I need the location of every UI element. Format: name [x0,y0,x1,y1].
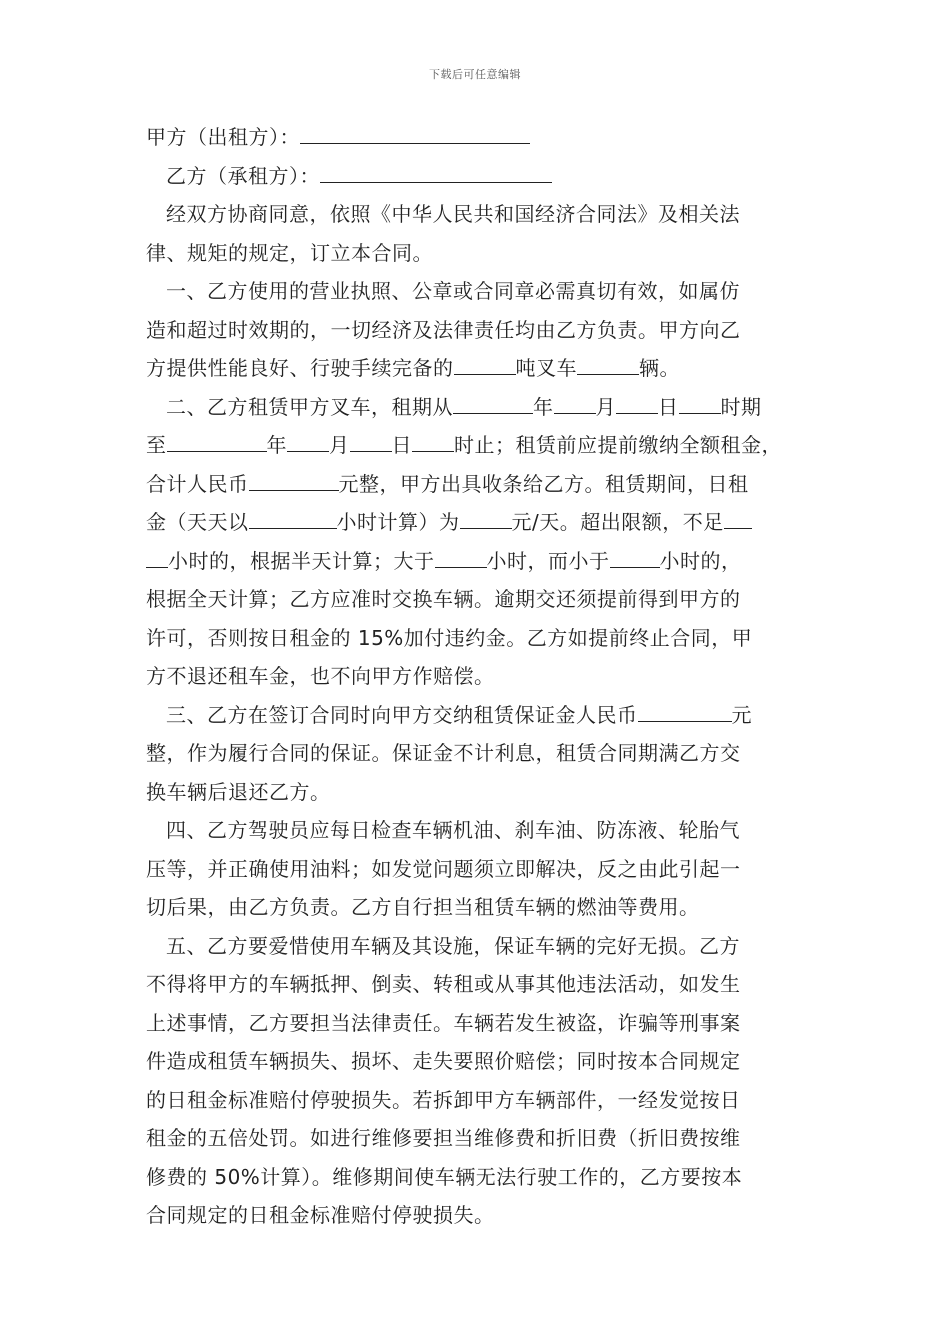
text-line: 律、规矩的规定，订立本合同。 [146,240,433,265]
text-line: 合同规定的日租金标准赔付停驶损失。 [146,1203,495,1227]
text-span: 月 [329,433,350,457]
text-line: 根据全天计算；乙方应准时交换车辆。逾期交还须提前得到甲方的 [146,587,741,611]
party-b-blank[interactable] [320,160,552,183]
text-span: 日 [391,433,412,457]
text-span: 月 [595,394,616,419]
text-span: 时止；租赁前应提前缴纳全额租金， [454,433,782,457]
text-span: 至 [146,433,167,457]
text-line: 造和超过时效期的，一切经济及法律责任均由乙方负责。甲方向乙 [146,317,741,342]
text-line [146,426,808,465]
text-line [146,503,808,542]
deposit-blank[interactable] [638,699,732,722]
text-span: 方提供性能良好、行驶手续完备的 [146,356,454,380]
text-line [146,465,808,504]
start-day-blank[interactable] [616,391,658,414]
party-a-label: 甲方（出租方）： [146,125,300,149]
text-line: 经双方协商同意，依照《中华人民共和国经济合同法》及相关法 [166,202,740,226]
text-line: 租金的五倍处罚。如进行维修要担当维修费和折旧费（折旧费按维 [146,1126,741,1150]
text-span: 年 [533,394,554,419]
text-span: 日 [658,394,679,419]
start-hour-blank[interactable] [679,391,721,414]
text-span: 小时的， [659,548,742,573]
text-span: 小时计算）为 [336,510,460,534]
text-span: 三、乙方在签订合同时向甲方交纳租赁保证金人民币 [166,702,638,727]
under-hours-blank-a[interactable] [724,506,752,529]
text-span: 元 [731,702,752,727]
start-year-blank[interactable] [453,391,533,414]
daily-rate-blank[interactable] [460,506,512,529]
text-line [146,349,808,388]
text-span: 年 [266,433,287,457]
text-line: 修费的 50%计算）。维修期间使车辆无法行驶工作的，乙方要按本 [146,1164,743,1189]
text-line: 许可，否则按日租金的 15%加付违约金。乙方如提前终止合同，甲 [146,625,753,650]
text-line [146,388,808,427]
contract-body [146,118,808,1235]
text-span: 时期 [720,394,762,419]
end-hour-blank[interactable] [412,429,454,452]
end-month-blank[interactable] [287,429,329,452]
text-line: 四、乙方驾驶员应每日检查车辆机油、刹车油、防冻液、轮胎气 [166,818,740,842]
less-hours-blank[interactable] [610,545,660,568]
text-span: 辆。 [639,356,680,380]
text-line: 压等，并正确使用油料；如发觉问题须立即解决，反之由此引起一 [146,856,741,881]
text-line: 换车辆后退还乙方。 [146,779,331,804]
text-line: 件造成租赁车辆损失、损坏、走失要照价赔偿；同时按本合同规定 [146,1049,741,1073]
end-day-blank[interactable] [350,429,392,452]
text-span: 元整，甲方出具收条给乙方。租赁期间，日租 [338,471,749,496]
party-a-line [146,118,808,157]
end-year-blank[interactable] [167,429,267,452]
text-line: 不得将甲方的车辆抵押、倒卖、转租或从事其他违法活动，如发生 [146,972,741,996]
party-b-line [146,157,808,196]
total-rent-blank[interactable] [249,468,339,491]
text-span: 吨叉车 [515,356,577,380]
text-line: 切后果，由乙方负责。乙方自行担当租赁车辆的燃油等费用。 [146,895,700,919]
text-span: 小时，而小于 [486,548,610,573]
text-line: 上述事情，乙方要担当法律责任。车辆若发生被盗，诈骗等刑事案 [146,1010,741,1035]
over-hours-blank[interactable] [435,545,487,568]
text-line: 一、乙方使用的营业执照、公章或合同章必需真切有效，如属仿 [166,279,740,303]
party-b-label: 乙方（承租方）： [166,163,320,188]
text-span: 金（天天以 [146,510,249,534]
text-line: 方不退还租车金，也不向甲方作赔偿。 [146,664,495,688]
text-span: 小时的，根据半天计算；大于 [168,548,435,573]
text-line: 整，作为履行合同的保证。保证金不计利息，租赁合同期满乙方交 [146,741,741,765]
text-span: 二、乙方租赁甲方叉车，租期从 [166,394,453,419]
text-span: 合计人民币 [146,471,249,496]
start-month-blank[interactable] [554,391,596,414]
text-span: 元/天。超出限额，不足 [511,510,724,534]
text-line: 五、乙方要爱惜使用车辆及其设施，保证车辆的完好无损。乙方 [166,933,740,958]
text-line: 的日租金标准赔付停驶损失。若拆卸甲方车辆部件，一经发觉按日 [146,1087,741,1112]
text-line [146,542,808,581]
under-hours-blank-b[interactable] [146,545,168,568]
page-header: 下载后可任意编辑 [429,68,521,81]
tonnage-blank[interactable] [454,352,516,375]
text-line [146,696,808,735]
daily-hours-blank[interactable] [249,506,337,529]
party-a-blank[interactable] [300,121,530,144]
quantity-blank[interactable] [577,352,639,375]
